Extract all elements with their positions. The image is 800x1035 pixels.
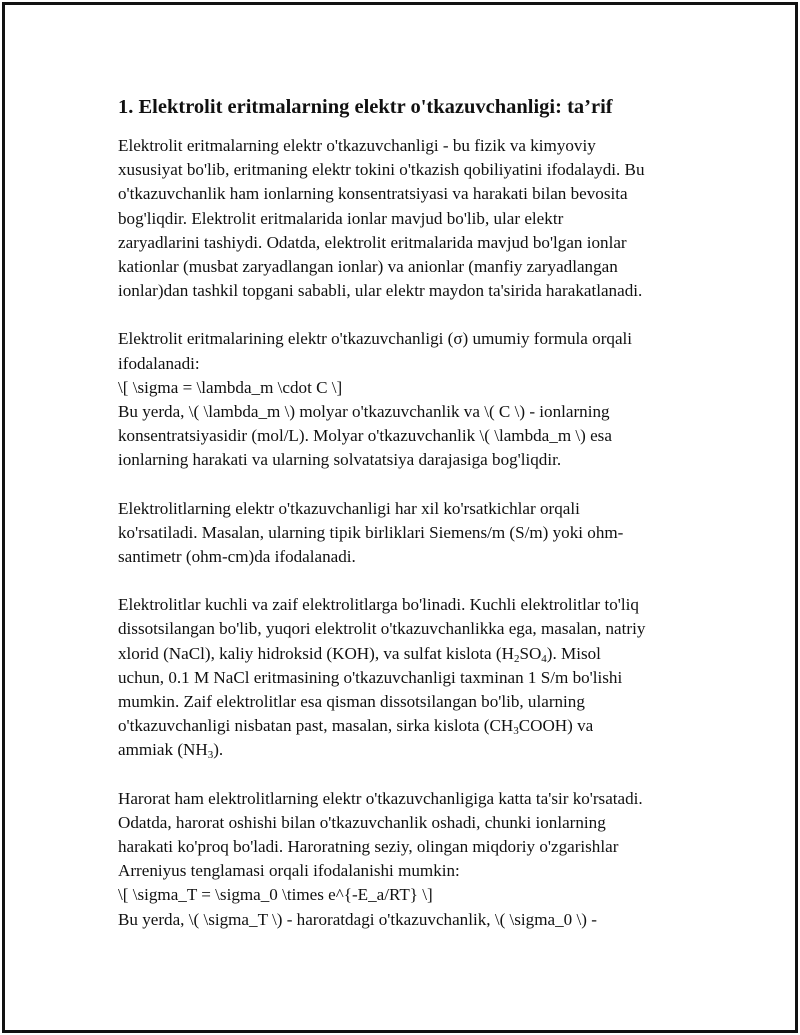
formula-line: \[ \sigma = \lambda_m \cdot C \] <box>118 377 343 397</box>
text-line: zaryadlarini tashiydi. Odatda, elektrolit eritmalarida mavjud bo'lgan ionlar <box>118 232 627 252</box>
text-line: Elektrolit eritmalarining elektr o'tkazuvchanligi (σ) umumiy formula orqali <box>118 329 633 349</box>
text-segment: SO <box>519 643 542 663</box>
text-line: ko'rsatiladi. Masalan, ularning tipik birliklari Siemens/m (S/m) yoki ohm- <box>118 522 624 542</box>
paragraph-conductivity-formula <box>118 327 690 472</box>
subscript: 2 <box>513 652 520 665</box>
text-line-with-formula <box>118 714 690 738</box>
text-segment: ammiak (NH <box>118 740 208 760</box>
text-line: mumkin. Zaif elektrolitlar esa qisman dissotsilangan bo'lib, ularning <box>118 692 585 712</box>
text-segment: o'tkazuvchanligi nisbatan past, masalan, sirka kislota (CH <box>118 716 514 736</box>
document-body <box>118 94 690 956</box>
text-line: Elektrolit eritmalarning elektr o'tkazuvchanligi - bu fizik va kimyoviy <box>118 136 596 155</box>
subscript: 3 <box>513 725 519 738</box>
text-line: Odatda, harorat oshishi bilan o'tkazuvchanlik oshadi, chunki ionlarning <box>118 812 606 832</box>
text-line: Elektrolitlar kuchli va zaif elektrolitlarga bo'linadi. Kuchli elektrolitlar to'liq <box>118 595 639 615</box>
text-line: bog'liqdir. Elektrolit eritmalarida ionlar mavjud bo'lib, ular elektr <box>118 208 564 228</box>
text-line: ionlar)dan tashkil topgani sababli, ular elektr maydon ta'sirida harakatlanadi. <box>118 281 643 301</box>
paragraph-definition <box>118 134 690 303</box>
text-segment: ). <box>213 740 224 760</box>
text-line: Harorat ham elektrolitlarning elektr o'tkazuvchanligiga katta ta'sir ko'rsatadi. <box>118 788 643 808</box>
text-line: dissotsilangan bo'lib, yuqori elektrolit o'tkazuvchanlikka ega, masalan, natriy <box>118 619 646 639</box>
subscript: 3 <box>207 749 214 762</box>
paragraph-temperature <box>118 787 690 932</box>
text-line: ionlarning harakati va ularning solvatatsiya darajasiga bog'liqdir. <box>118 450 562 470</box>
section-heading: 1. Elektrolit eritmalarning elektr o'tkazuvchanligi: ta’rif <box>118 96 613 118</box>
formula-line: \[ \sigma_T = \sigma_0 \times e^{-E_a/RT} \] <box>118 885 433 905</box>
text-line: Bu yerda, \( \sigma_T \) - haroratdagi o'tkazuvchanlik, \( \sigma_0 \) - <box>118 909 597 929</box>
text-line: o'tkazuvchanlik ham ionlarning konsentratsiyasi va harakati bilan bevosita <box>118 184 628 204</box>
text-line: Arreniyus tenglamasi orqali ifodalanishi mumkin: <box>118 861 460 881</box>
subscript: 4 <box>541 652 547 665</box>
text-line: Elektrolitlarning elektr o'tkazuvchanligi har xil ko'rsatkichlar orqali <box>118 498 580 518</box>
text-line: Bu yerda, \( \lambda_m \) molyar o'tkazuvchanlik va \( C \) - ionlarning <box>118 402 610 422</box>
text-segment: COOH) va <box>518 716 594 736</box>
paragraph-strong-weak <box>118 593 690 762</box>
text-line: harakati ko'proq bo'ladi. Haroratning seziy, olingan miqdoriy o'zgarishlar <box>118 837 619 857</box>
text-line: konsentratsiyasidir (mol/L). Molyar o'tkazuvchanlik \( \lambda_m \) esa <box>118 426 612 446</box>
text-line: ifodalanadi: <box>118 353 200 373</box>
text-line: xususiyat bo'lib, eritmaning elektr tokini o'tkazish qobiliyatini ifodalaydi. Bu <box>118 160 645 180</box>
text-line-with-formula <box>118 738 690 762</box>
text-line: uchun, 0.1 M NaCl eritmasining o'tkazuvchanligi taxminan 1 S/m bo'lishi <box>118 667 623 687</box>
text-line-with-formula <box>118 642 690 666</box>
text-line: santimetr (ohm-cm)da ifodalanadi. <box>118 547 356 567</box>
text-segment: xlorid (NaCl), kaliy hidroksid (KOH), va sulfat kislota (H <box>118 643 514 663</box>
paragraph-units <box>118 497 690 570</box>
text-line: kationlar (musbat zaryadlangan ionlar) va anionlar (manfiy zaryadlangan <box>118 257 618 277</box>
text-segment: ). Misol <box>546 643 601 663</box>
